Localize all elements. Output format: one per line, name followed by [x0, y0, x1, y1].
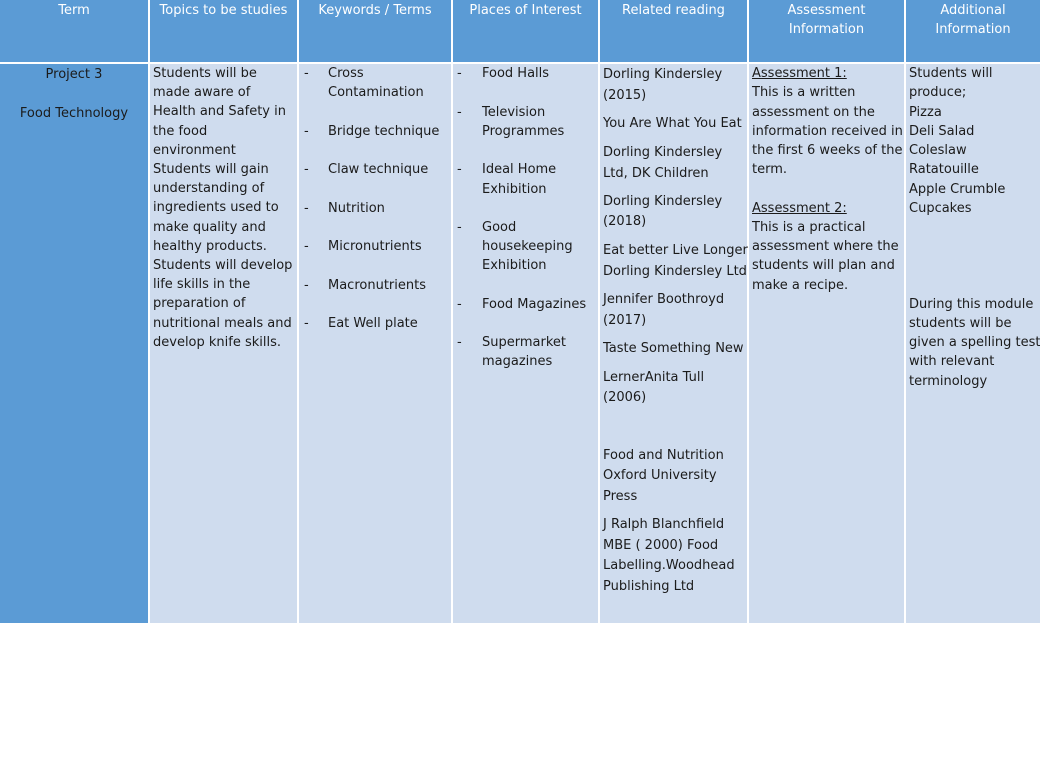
topics-line: preparation of — [153, 296, 246, 312]
reading-line: Oxford University — [603, 468, 717, 483]
reading-line: You Are What You Eat — [603, 116, 742, 131]
reading-line: Dorling Kindersley — [603, 194, 723, 209]
header-topics — [150, 0, 297, 62]
additional-module-line: During this module — [909, 297, 1034, 312]
reading-line: (2006) — [603, 390, 647, 405]
header-reading — [600, 0, 747, 62]
additional-line: Apple Crumble — [909, 182, 1006, 197]
reading-line: Dorling Kindersley — [603, 67, 723, 82]
reading-line: Labelling.Woodhead — [603, 558, 735, 573]
reading-line: LernerAnita Tull — [603, 370, 705, 385]
additional-line: Cupcakes — [909, 201, 972, 216]
topics-line: ingredients used to — [153, 200, 279, 216]
bullet-dash: - — [304, 162, 309, 177]
keyword-item: Micronutrients — [328, 239, 422, 254]
topics-line: healthy products. — [153, 238, 267, 254]
places-cell — [453, 64, 598, 623]
bullet-dash: - — [304, 66, 309, 81]
additional-line: produce; — [909, 85, 967, 100]
reading-line: Ltd, DK Children — [603, 166, 709, 181]
bullet-dash: - — [457, 335, 462, 350]
keyword-item: Claw technique — [328, 162, 429, 177]
place-item: Ideal Home — [482, 162, 557, 177]
bullet-dash: - — [457, 220, 462, 235]
place-item: housekeeping — [482, 239, 573, 254]
additional-cell — [906, 64, 1040, 623]
header-assessment-line-2: Information — [788, 22, 865, 37]
assessment-1-line: This is a written — [752, 85, 856, 100]
term-project: Project 3 — [45, 67, 103, 82]
reading-line: (2017) — [603, 313, 647, 328]
bullet-dash: - — [457, 105, 462, 120]
place-item: Exhibition — [482, 182, 547, 197]
reading-line: Eat better Live Longer — [603, 243, 748, 258]
keyword-item: Cross — [328, 66, 364, 81]
header-term — [0, 0, 148, 62]
place-item: Television — [482, 105, 546, 120]
header-topics-label: Topics to be studies — [159, 3, 288, 18]
topics-text — [153, 64, 292, 352]
topics-line: Students will develop — [153, 258, 293, 274]
header-assessment — [749, 0, 904, 62]
header-assessment-line-1: Assessment — [787, 3, 866, 18]
additional-module-line: students will be — [909, 316, 1012, 331]
bullet-dash: - — [304, 201, 309, 216]
header-keywords-label: Keywords / Terms — [318, 3, 432, 18]
keyword-item: Nutrition — [328, 201, 385, 216]
reading-line: (2015) — [603, 88, 647, 103]
place-item: Supermarket — [482, 335, 566, 350]
assessment-1-line: term. — [752, 162, 788, 177]
term-cell — [0, 64, 148, 623]
header-keywords — [299, 0, 451, 62]
header-term-label: Term — [58, 3, 90, 18]
keyword-item: Contamination — [328, 85, 424, 100]
additional-line: Coleslaw — [909, 143, 967, 158]
topics-line: Students will be — [153, 66, 257, 81]
bullet-dash: - — [304, 239, 309, 254]
topics-line: nutritional meals and — [153, 315, 292, 331]
additional-line: Pizza — [909, 105, 942, 120]
additional-line: Ratatouille — [909, 162, 979, 177]
bullet-dash: - — [304, 124, 309, 139]
reading-line: J Ralph Blanchfield — [603, 517, 725, 532]
topics-cell — [150, 64, 297, 623]
bullet-dash: - — [457, 66, 462, 81]
header-places-label: Places of Interest — [469, 3, 582, 18]
topics-line: develop knife skills. — [153, 334, 282, 350]
assessment-2-title: Assessment 2: — [752, 201, 847, 216]
reading-line: Dorling Kindersley — [603, 145, 723, 160]
place-item: magazines — [482, 354, 553, 369]
place-item: Good — [482, 220, 517, 235]
reading-line: Press — [603, 489, 638, 504]
reading-line: (2018) — [603, 214, 647, 229]
topics-line: Students will gain — [153, 162, 269, 178]
reading-line: Dorling Kindersley Ltd — [603, 264, 747, 279]
bullet-dash: - — [304, 278, 309, 293]
assessment-2-line: make a recipe. — [752, 278, 849, 293]
assessment-1-line: information received in — [752, 124, 903, 139]
bullet-dash: - — [304, 316, 309, 331]
reading-line: Jennifer Boothroyd — [603, 292, 725, 307]
topics-line: make quality and — [153, 219, 266, 235]
topics-line: environment — [153, 142, 236, 158]
keyword-item: Macronutrients — [328, 278, 426, 293]
assessment-2-line: students will plan and — [752, 258, 895, 273]
header-additional — [906, 0, 1040, 62]
header-places — [453, 0, 598, 62]
place-item: Food Halls — [482, 66, 550, 81]
reading-line: Taste Something New — [603, 341, 744, 356]
topics-line: Health and Safety in — [153, 104, 286, 120]
assessment-1-line: assessment on the — [752, 105, 875, 120]
additional-line: Students will — [909, 66, 993, 81]
additional-module-line: with relevant — [909, 354, 995, 369]
reading-cell — [600, 64, 747, 623]
topics-line: life skills in the — [153, 277, 251, 293]
topics-line: understanding of — [153, 181, 265, 197]
header-reading-label: Related reading — [622, 3, 725, 18]
topics-line: the food — [153, 123, 208, 139]
reading-line: Publishing Ltd — [603, 579, 695, 594]
term-subject: Food Technology — [19, 106, 129, 121]
bullet-dash: - — [457, 162, 462, 177]
keyword-item: Bridge technique — [328, 124, 440, 139]
bullet-dash: - — [457, 297, 462, 312]
assessment-2-line: This is a practical — [752, 220, 866, 235]
additional-module-line: given a spelling test — [909, 335, 1040, 350]
assessment-cell — [749, 64, 904, 623]
additional-module-line: terminology — [909, 374, 988, 389]
place-item: Exhibition — [482, 258, 547, 273]
keywords-cell — [299, 64, 451, 623]
place-item: Programmes — [482, 124, 565, 139]
reading-line: Food and Nutrition — [603, 448, 724, 463]
place-item: Food Magazines — [482, 297, 587, 312]
additional-line: Deli Salad — [909, 124, 975, 139]
reading-line: MBE ( 2000) Food — [603, 538, 719, 553]
keyword-item: Eat Well plate — [328, 316, 418, 331]
assessment-1-title: Assessment 1: — [752, 66, 847, 81]
header-additional-line-1: Additional — [940, 3, 1006, 18]
topics-line: made aware of — [153, 85, 251, 101]
header-additional-line-2: Information — [935, 22, 1011, 37]
assessment-2-line: assessment where the — [752, 239, 899, 254]
assessment-1-line: the first 6 weeks of the — [752, 143, 903, 158]
